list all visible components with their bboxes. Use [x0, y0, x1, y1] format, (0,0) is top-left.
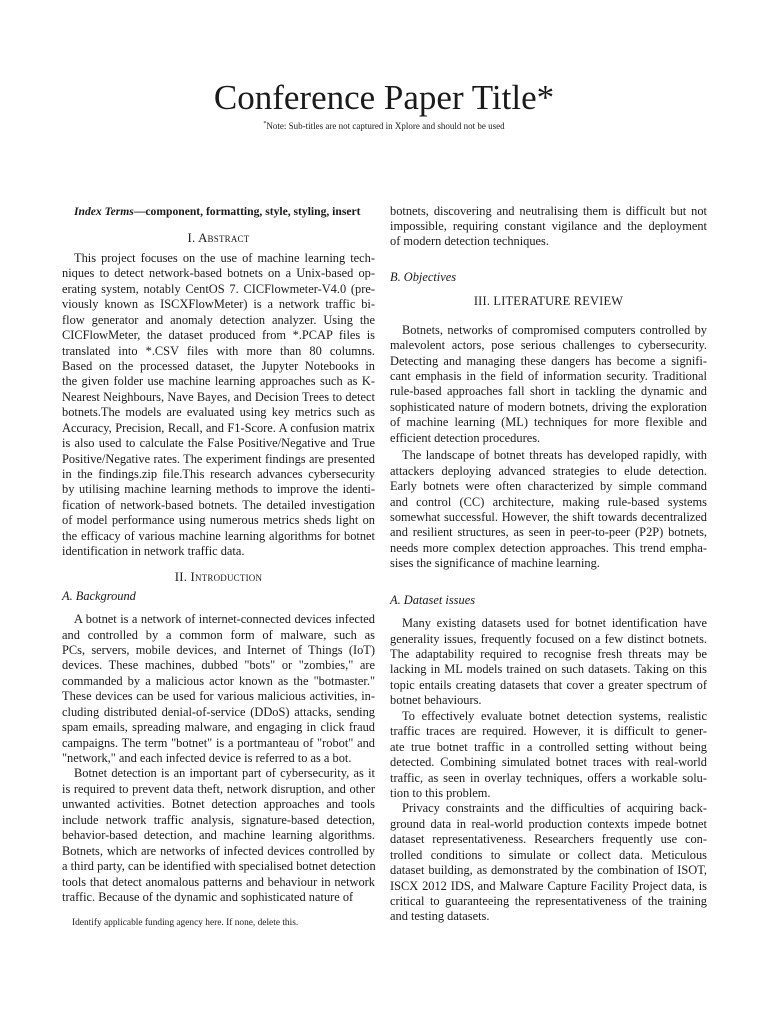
- text-line: malevolent actors, pose serious challenges to cybersecurity.: [390, 338, 707, 353]
- text-line: and control (CC) architecture, making rule-based systems: [390, 494, 707, 509]
- title-note: [0, 118, 768, 132]
- text-line: traffic. Because of the dynamic and sophisticated nature of: [62, 889, 354, 904]
- text-line: is also used to calculate the False Positive/Negative and True: [62, 436, 375, 451]
- text-line: sises the significance of machine learning.: [390, 556, 600, 571]
- background-paragraph-1: [62, 612, 375, 766]
- text-line: the efficacy of various machine learning algorithms for botnet: [62, 528, 375, 543]
- text-line: "network," and each infected device is referred to as a bot.: [62, 751, 352, 765]
- text-line: viously known as ISCXFlowMeter) is a network traffic bi-: [62, 297, 375, 312]
- text-line: a third party, can be identified with specialised botnet detection: [62, 859, 376, 874]
- text-line: of model performance using numerous metrics sheds light on: [62, 513, 375, 528]
- text-line: needs more complex detection approaches. This trend empha-: [390, 540, 707, 555]
- paper-title: Conference Paper Title*: [213, 78, 555, 117]
- text-line: generality issues, frequently focused on a few distinct botnets.: [390, 631, 707, 646]
- subsection-heading-dataset-issues: A. Dataset issues: [390, 593, 476, 608]
- text-line: of modern detection techniques.: [390, 234, 549, 249]
- text-line: dataset representativeness. Researchers frequently use con-: [390, 832, 707, 847]
- section-heading-abstract: I. Abstract: [187, 230, 250, 245]
- left-column: [62, 204, 375, 906]
- text-line: tools that detect anomalous patterns and behaviour in network: [62, 874, 375, 889]
- subsection-heading-background: A. Background: [62, 589, 136, 604]
- text-line: dataset building, as demonstrated by the combination of ISOT,: [390, 863, 707, 878]
- text-line: Early botnets were often characterized by simple command: [390, 479, 707, 494]
- note-mark: *: [263, 121, 267, 127]
- index-terms-text: —component, formatting, style, styling, insert: [133, 204, 361, 218]
- text-line: trolled conditions to simulate or collect data. Meticulous: [390, 847, 707, 862]
- text-line: Botnets, networks of compromised computers controlled by: [402, 322, 707, 337]
- text-line: The adaptability required to recognise fresh threats may be: [390, 647, 707, 662]
- text-line: topic entails creating datasets that cover a greater spectrum of: [390, 677, 707, 692]
- text-line: botnets, discovering and neutralising them is difficult but not: [390, 203, 707, 218]
- literature-paragraph-2: [390, 448, 707, 572]
- text-line: efficient detection procedures.: [390, 430, 541, 445]
- text-line: and resilient structures, as seen in peer-to-peer (P2P) botnets,: [390, 525, 707, 540]
- text-line: detected. Combining simulated botnet traces with real-world: [390, 755, 707, 770]
- dataset-paragraph-2: [390, 709, 707, 802]
- text-line: cluding distributed denial-of-service (DDoS) attacks, sending: [62, 704, 375, 719]
- text-line: traffic, as seen in overlay techniques, offers a workable solu-: [390, 770, 707, 785]
- text-line: campaigns. The term "botnet" is a portmanteau of "robot" and: [62, 735, 375, 750]
- text-line: botnet behaviours.: [390, 693, 482, 708]
- text-line: in the findings.zip file.This research advances cybersecurity: [62, 467, 375, 482]
- note-text: Note: Sub-titles are not captured in Xplore and should not be used: [266, 121, 505, 131]
- text-line: commanded by a malicious actor known as the "botmaster.": [62, 673, 375, 688]
- text-line: To effectively evaluate botnet detection systems, realistic: [402, 708, 707, 723]
- dataset-paragraph-1: [390, 616, 707, 709]
- literature-paragraph-1: [390, 323, 707, 447]
- text-line: unwanted activities. Botnet detection approaches and tools: [62, 797, 375, 812]
- text-line: cant emphasis in the field of information security. Traditional: [390, 369, 707, 384]
- text-line: impossible, requiring constant vigilance and the deployment: [390, 218, 707, 233]
- text-line: Accuracy, Precision, Recall, and F1-Score. A confusion matrix: [62, 420, 375, 435]
- text-line: A botnet is a network of internet-connected devices infected: [74, 612, 375, 627]
- text-line: Positive/Negative rates. The experiment findings are presented: [62, 451, 375, 466]
- text-line: identification in network traffic data.: [62, 544, 245, 559]
- text-line: CICFlowMeter, the dataset produced from *.PCAP files is: [62, 328, 375, 343]
- text-line: tion to this problem.: [390, 785, 491, 800]
- index-terms: [62, 204, 375, 219]
- dataset-paragraph-3: [390, 801, 707, 925]
- section-heading-literature-review: III. LITERATURE REVIEW: [473, 293, 624, 308]
- text-line: flow generator and anomaly detection analyzer. Using the: [62, 312, 375, 327]
- background-paragraph-2: [62, 766, 375, 905]
- text-line: traffic traces are required. However, it is difficult to gener-: [390, 724, 707, 739]
- right-column: [390, 204, 707, 925]
- text-line: spam emails, spreading malware, and engaging in click fraud: [62, 720, 375, 735]
- text-line: ISCX 2012 IDS, and Malware Capture Facility Project data, is: [390, 878, 707, 893]
- text-line: erating system, notably CentOS 7. CICFlowmeter-V4.0 (pre-: [62, 281, 375, 296]
- text-line: PCs, servers, mobile devices, and Internet of Things (IoT): [62, 642, 375, 657]
- text-line: attackers deploying advanced strategies to elude detection.: [390, 463, 707, 478]
- text-line: Detecting and managing these dangers has become a signifi-: [390, 353, 707, 368]
- text-line: by utilising machine learning methods to improve the identi-: [62, 482, 375, 497]
- text-line: sophisticated nature of modern botnets, driving the exploration: [390, 399, 707, 414]
- text-line: fication of network-based botnets. The detailed investigation: [62, 497, 375, 512]
- text-line: of machine learning (ML) techniques for more flexible and: [390, 415, 707, 430]
- text-line: critical to guaranteeing the representativeness of the training: [390, 894, 707, 909]
- text-line: These devices can be used for various malicious activities, in-: [62, 689, 375, 704]
- text-line: This project focuses on the use of machine learning tech-: [74, 250, 375, 265]
- text-line: translated into *.CSV files with more than 80 columns.: [62, 343, 375, 358]
- subsection-heading-objectives: B. Objectives: [390, 270, 457, 285]
- text-line: lacking in ML models trained on such datasets. Taking on this: [390, 662, 707, 677]
- abstract-paragraph: [62, 251, 375, 560]
- text-line: the given folder use machine learning approaches such as K-: [62, 374, 375, 389]
- text-line: behavior-based detection, and machine learning algorithms.: [62, 828, 375, 843]
- index-terms-label: Index Terms: [74, 204, 134, 218]
- text-line: devices. These machines, dubbed "bots" or "zombies," are: [62, 658, 375, 673]
- text-line: Privacy constraints and the difficulties of acquiring back-: [402, 801, 707, 816]
- text-line: include network traffic analysis, signature-based detection,: [62, 812, 375, 827]
- text-line: ground data in real-world production contexts impede botnet: [390, 816, 707, 831]
- text-line: niques to detect network-based botnets on a Unix-based op-: [62, 266, 375, 281]
- text-line: rule-based approaches fall short in tackling the dynamic and: [390, 384, 707, 399]
- text-line: The landscape of botnet threats has developed rapidly, with: [402, 448, 707, 463]
- text-line: Botnet detection is an important part of cybersecurity, as it: [74, 766, 375, 781]
- text-line: botnets.The models are evaluated using key metrics such as: [62, 405, 375, 420]
- text-line: somewhat successful. However, the shift towards decentralized: [390, 509, 707, 524]
- text-line: Based on the processed dataset, the Jupyter Notebooks in: [62, 358, 375, 373]
- text-line: and controlled by a common form of malware, such as: [62, 627, 375, 642]
- footnote: Identify applicable funding agency here. If none, delete this.: [72, 918, 299, 928]
- background-paragraph-continued: [390, 204, 707, 250]
- section-heading-introduction: II. Introduction: [174, 569, 263, 584]
- text-line: is required to prevent data theft, network disruption, and other: [62, 781, 375, 796]
- text-line: Botnets, which are networks of infected devices controlled by: [62, 843, 375, 858]
- text-line: Many existing datasets used for botnet identification have: [402, 616, 707, 631]
- text-line: Nearest Neighbours, Nave Bayes, and Decision Trees to detect: [62, 389, 375, 404]
- text-line: and testing datasets.: [390, 909, 490, 924]
- text-line: ate true botnet traffic in a controlled setting without being: [390, 739, 707, 754]
